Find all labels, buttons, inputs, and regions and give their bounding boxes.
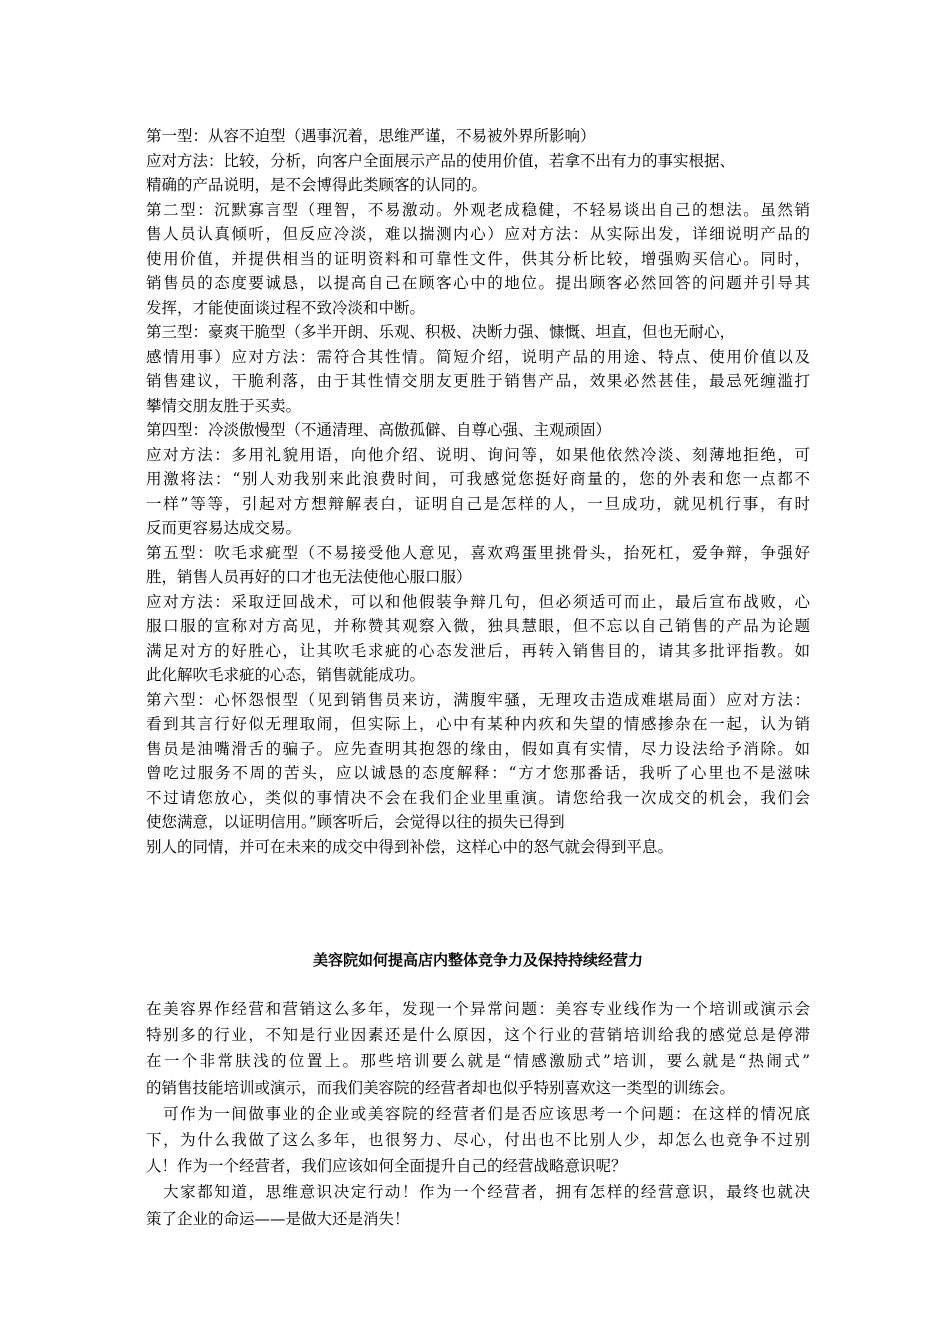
article-body-line: 的销售技能培训或演示，而我们美容院的经营者却也似乎特别喜欢这一类型的训练会。 (146, 1078, 736, 1097)
customer-types-section (146, 124, 810, 859)
article-body-line: 特别多的行业，不知是行业因素还是什么原因，这个行业的营销培训给我的感觉总是停滞 (146, 1026, 810, 1045)
customer-types-line: 感情用事）应对方法：需符合其性情。简短介绍，说明产品的用途、特点、使用价值以及 (146, 347, 810, 366)
customer-types-line: 精确的产品说明，是不会博得此类顾客的认同的。 (146, 176, 488, 194)
article-body-line: 策了企业的命运——是做大还是消失！ (146, 1209, 410, 1228)
article-body-line: 大家都知道，思维意识决定行动！作为一个经营者，拥有怎样的经营意识，最终也就决 (146, 1183, 810, 1202)
customer-types-line: 售人员认真倾听，但反应冷淡，难以揣测内心）应对方法：从实际出发，详细说明产品的 (146, 225, 810, 243)
customer-types-line: 售员是油嘴滑舌的骗子。应先查明其抱怨的缘由，假如真有实情，尽力设法给予消除。如 (146, 739, 810, 758)
article-body-line: 下，为什么我做了这么多年，也很努力、尽心，付出也不比别人少，却怎么也竞争不过别 (146, 1130, 810, 1149)
customer-types-line: 曾吃过服务不周的苦头，应以诚恳的态度解释：“方才您那番话，我听了心里也不是滋味 (146, 764, 810, 782)
customer-types-line: 用激将法：“别人劝我别来此浪费时间，可我感觉您挺好商量的，您的外表和您一点都不 (146, 470, 810, 488)
customer-types-line: 发挥，才能使面谈过程不致冷淡和中断。 (146, 298, 426, 317)
customer-types-line: 不过请您放心，类似的事情决不会在我们企业里重演。请您给我一次成交的机会，我们会 (146, 788, 810, 807)
customer-types-line: 使您满意，以证明信用。”顾客听后，会觉得以往的损失已得到 (146, 813, 565, 831)
customer-types-line: 满足对方的好胜心，让其吹毛求疵的心态发泄后，再转入销售目的，请其多批评指教。如 (146, 641, 810, 660)
customer-types-line: 第六型：心怀怨恨型（见到销售员来访，满腹牢骚，无理攻击造成难堪局面）应对方法： (146, 690, 810, 709)
customer-types-line: 反而更容易达成交易。 (146, 519, 302, 537)
article-body-line: 人！作为一个经营者，我们应该如何全面提升自己的经营战略意识呢？ (146, 1157, 627, 1176)
article-body (146, 996, 810, 1232)
customer-types-line: 胜，销售人员再好的口才也无法使他心服口服） (146, 568, 472, 586)
customer-types-line: 第四型：冷淡傲慢型（不通清理、高傲孤僻、自尊心强、主观顽固） (146, 421, 612, 439)
customer-types-line: 使用价值，并提供相当的证明资料和可靠性文件，供其分析比较，增强购买信心。同时， (146, 249, 810, 268)
customer-types-line: 攀情交朋友胜于买卖。 (146, 396, 302, 415)
customer-types-line: 应对方法：采取迂回战术，可以和他假装争辩几句，但必须适可而止，最后宣布战败，心 (146, 592, 810, 611)
customer-types-line: 一样”等等，引起对方想辩解表白，证明自己是怎样的人，一旦成功，就见机行事，有时 (146, 494, 810, 513)
customer-types-line: 别人的同情，并可在未来的成交中得到补偿，这样心中的怒气就会得到平息。 (146, 837, 674, 856)
customer-types-line: 第三型：豪爽干脆型（多半开朗、乐观、积极、决断力强、慷慨、坦直，但也无耐心， (146, 323, 736, 341)
customer-types-line: 此化解吹毛求疵的心态，销售就能成功。 (146, 666, 426, 684)
customer-types-line: 销售建议，干脆利落，由于其性情交朋友更胜于销售产品，效果必然甚佳，最忌死缠滥打 (146, 372, 810, 390)
customer-types-line: 应对方法：多用礼貌用语，向他介绍、说明、询问等，如果他依然冷淡、刻薄地拒绝，可 (146, 445, 810, 464)
customer-types-line: 服口服的宣称对方高见，并称赞其观察入微，独具慧眼，但不忘以自己销售的产品为论题 (146, 617, 810, 635)
customer-types-line: 第二型：沉默寡言型（理智，不易激动。外观老成稳健，不轻易谈出自己的想法。虽然销 (146, 200, 810, 219)
article-title: 美容院如何提高店内整体竞争力及保持持续经营力 (312, 951, 643, 969)
customer-types-line: 看到其言行好似无理取闹，但实际上，心中有某种内疚和失望的情感掺杂在一起，认为销 (146, 715, 810, 733)
article-body-line: 在一个非常肤浅的位置上。那些培训要么就是“情感激励式”培训，要么就是“热闹式” (146, 1052, 810, 1071)
article-body-line: 可作为一间做事业的企业或美容院的经营者们是否应该思考一个问题：在这样的情况底 (146, 1104, 810, 1123)
customer-types-line: 第一型：从容不迫型（遇事沉着，思维严谨，不易被外界所影响） (146, 127, 596, 145)
customer-types-line: 第五型：吹毛求疵型（不易接受他人意见，喜欢鸡蛋里挑骨头，抬死杠，爱争辩，争强好 (146, 543, 810, 562)
customer-types-line: 应对方法：比较，分析，向客户全面展示产品的使用价值，若拿不出有力的事实根据、 (146, 151, 736, 170)
article-body-line: 在美容界作经营和营销这么多年，发现一个异常问题：美容专业线作为一个培训或演示会 (146, 1000, 810, 1018)
customer-types-line: 销售员的态度要诚恳，以提高自己在顾客心中的地位。提出顾客必然回答的问题并引导其 (146, 274, 810, 292)
